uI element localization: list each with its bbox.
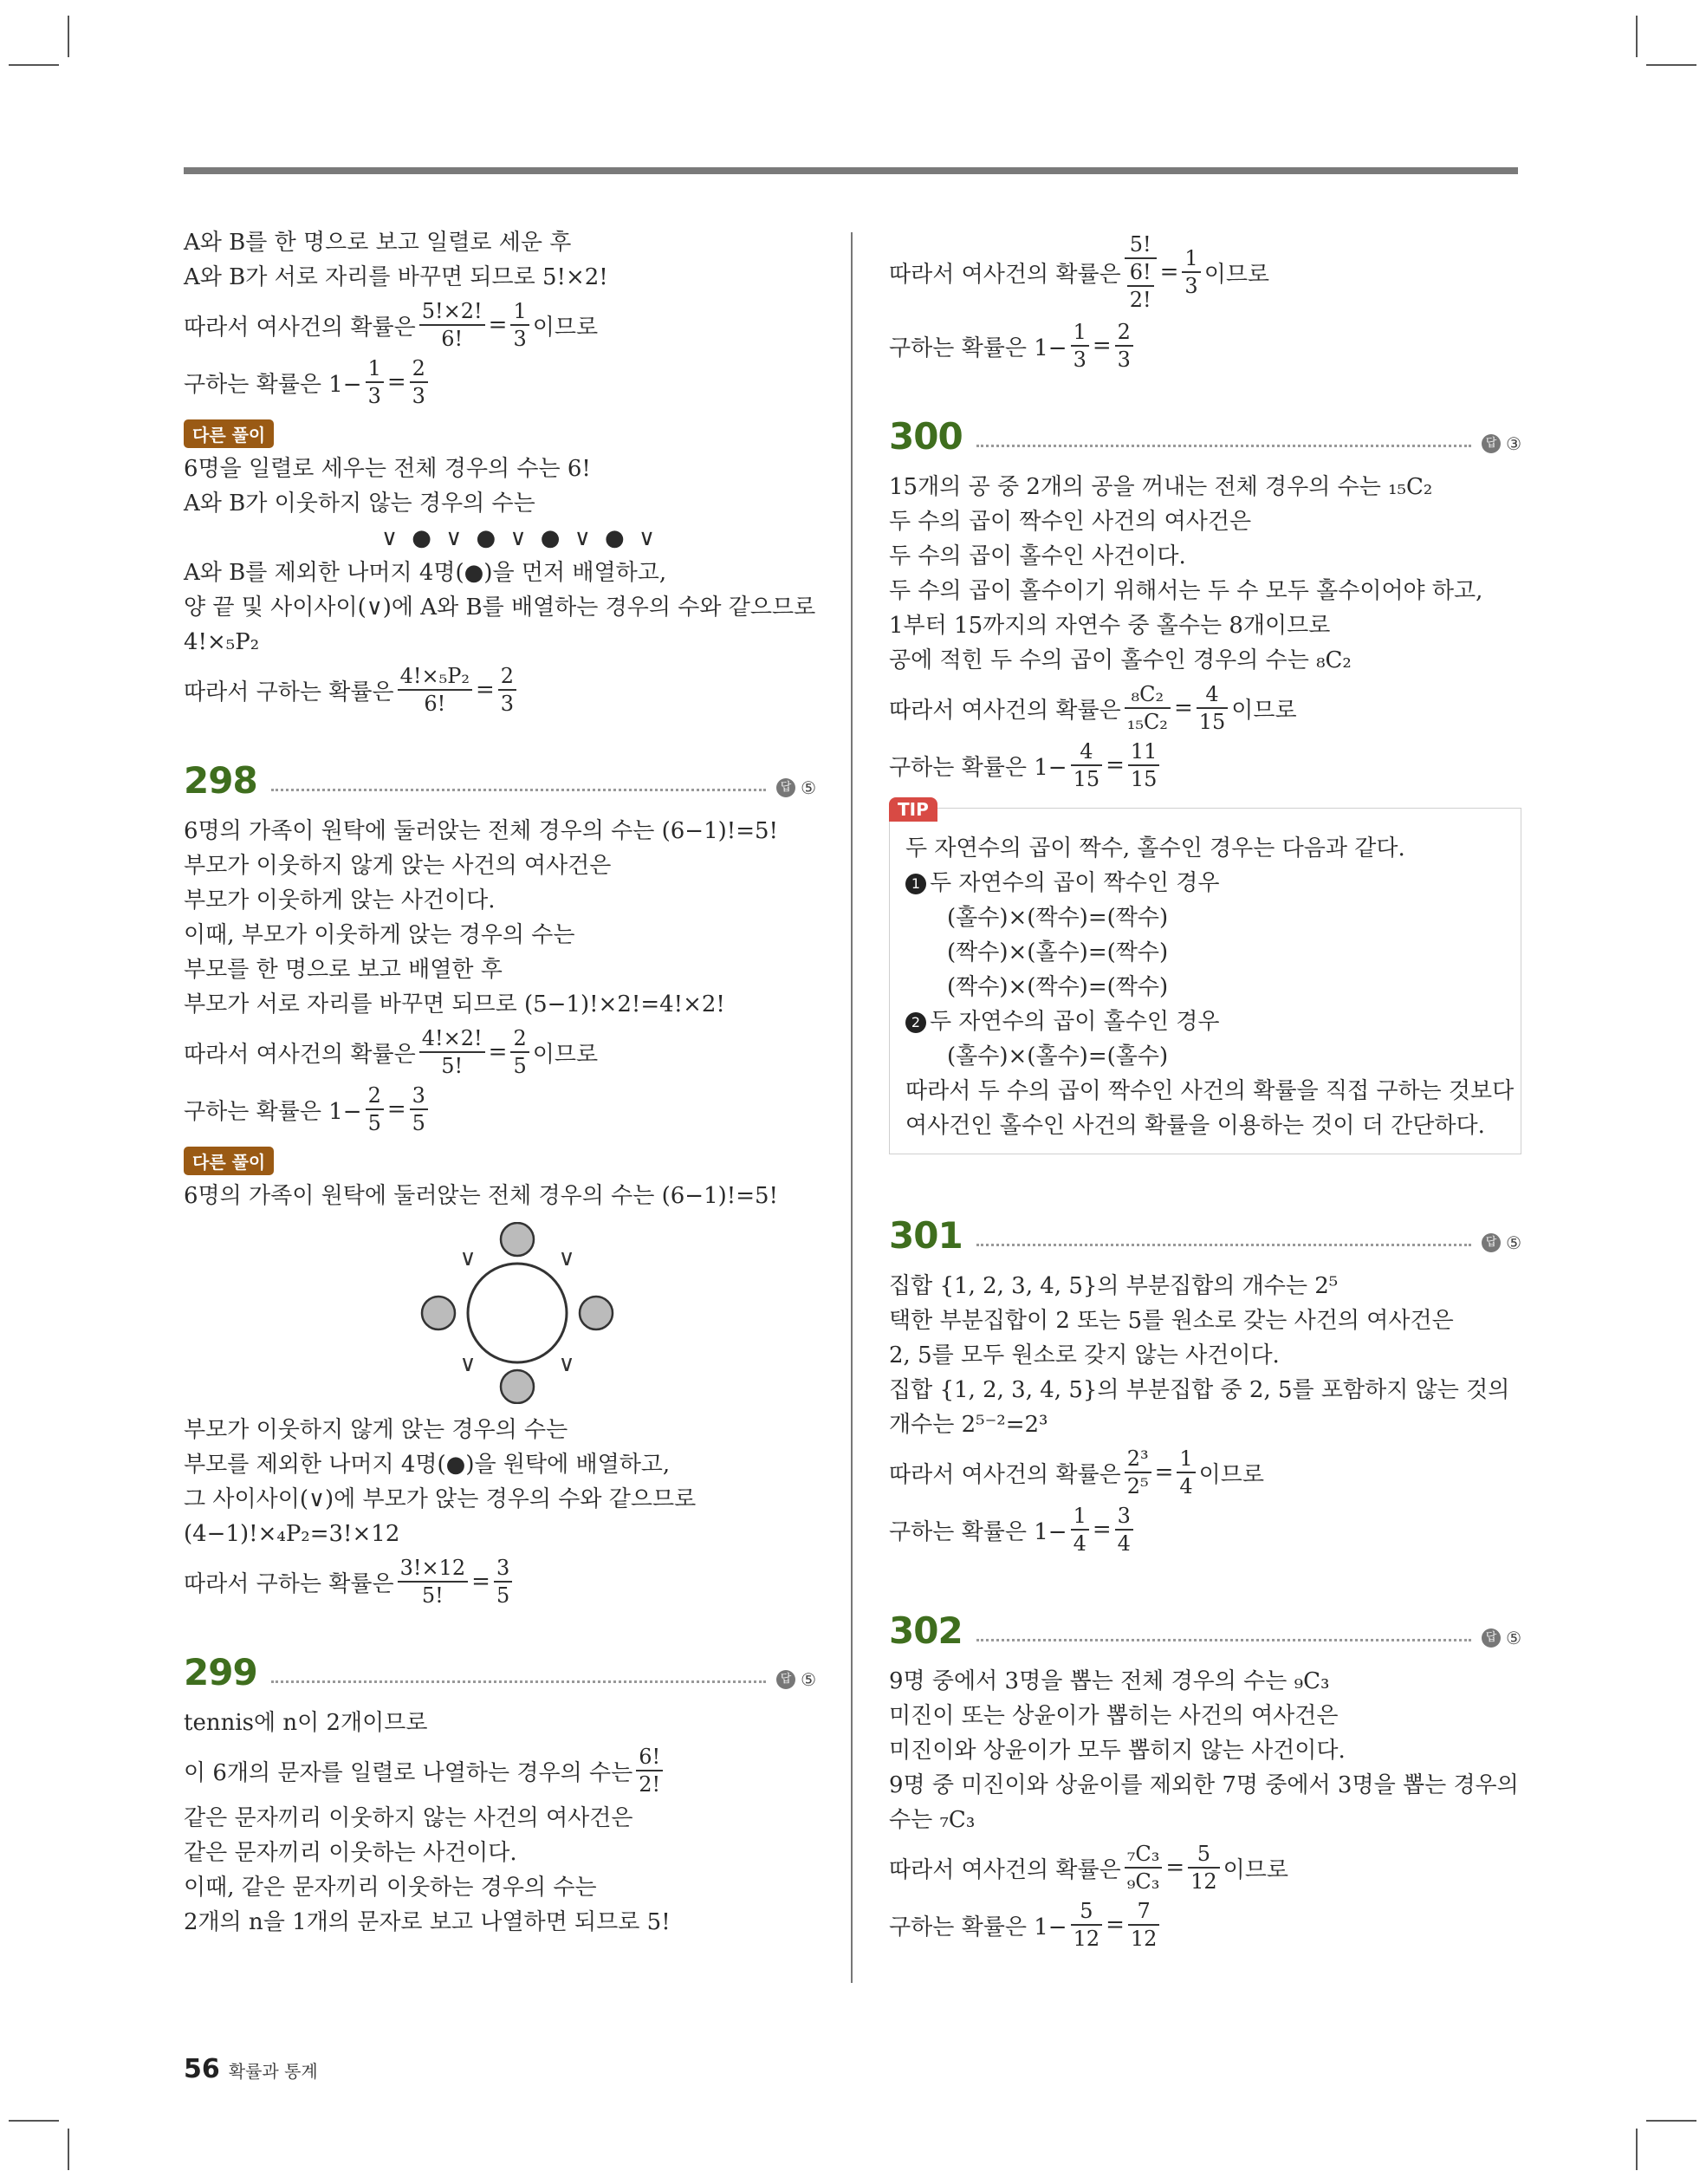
fraction: $\frac{1}{4}$ [1071, 1503, 1089, 1557]
answer-icon: 답 [1482, 434, 1501, 453]
dotted-leader [976, 1244, 1471, 1246]
complement-probability: 따라서 여사건의 확률은 5! 6! 2! = $\frac{1}{3}$ 이므로 [889, 232, 1270, 312]
table-circle [468, 1264, 567, 1362]
fraction: $\frac{2}{5}$ [366, 1082, 384, 1136]
seat-circle [501, 1370, 534, 1403]
text-line: 택한 부분집합이 2 또는 5를 원소로 갖는 사건의 여사건은 [889, 1308, 1454, 1334]
answer-marker: 답 ⑤ [776, 777, 816, 798]
fraction: $\frac{1}{3}$ [1182, 245, 1200, 299]
nested-fraction: 6! 2! [1125, 259, 1157, 313]
final-probability: 구하는 확률은 1− $\frac{5}{12}$ = $\frac{7}{12}$ [889, 1898, 1521, 1952]
text-line: 두 자연수의 곱이 짝수, 홀수인 경우는 다음과 같다. [905, 835, 1405, 861]
dotted-leader [271, 789, 766, 791]
answer-icon: 답 [1482, 1233, 1501, 1252]
complement-probability: 따라서 여사건의 확률은 $\frac{\text{₈C₂}}{\text{₁₅C₂}}$ = $\frac{4}{15}$ 이므로 [889, 682, 1297, 734]
text-line: (짝수)×(홀수)=(짝수) [947, 939, 1169, 965]
alt-solution-badge: 다른 풀이 [184, 1147, 274, 1175]
answer-icon: 답 [1482, 1628, 1501, 1648]
fraction: $\frac{3}{4}$ [1115, 1503, 1133, 1557]
answer-marker: 답 ⑤ [1482, 1232, 1521, 1253]
problem-header-302 [889, 1591, 1521, 1652]
complement-probability: 따라서 여사건의 확률은 $\frac{\text{2³}}{\text{2⁵}}$ = $\frac{1}{4}$ 이므로 [889, 1446, 1265, 1498]
fraction: $\frac{\text{4!×₅P₂}}{6!}$ [398, 663, 472, 717]
text-line: 2, 5를 모두 원소로 갖지 않는 사건이다. [889, 1342, 1280, 1368]
answer-marker: 답 ⑤ [776, 1669, 816, 1690]
fraction: $\frac{2}{3}$ [1115, 319, 1133, 373]
fraction: $\frac{4}{15}$ [1197, 681, 1229, 735]
text-line: 6명을 일렬로 세우는 전체 경우의 수는 6! [184, 456, 591, 482]
answer-marker: 답 ⑤ [1482, 1628, 1521, 1648]
fraction: $\frac{2}{3}$ [410, 355, 428, 409]
fraction: $\frac{2}{3}$ [498, 663, 516, 717]
answer-marker: 답 ③ [1482, 433, 1521, 454]
tip-box [889, 808, 1521, 1154]
text-line: 집합 {1, 2, 3, 4, 5}의 부분집합의 개수는 2⁵ [889, 1273, 1339, 1299]
final-probability: 구하는 확률은 1− $\frac{1}{4}$ = $\frac{3}{4}$ [889, 1503, 1521, 1557]
fraction: $\frac{\text{₈C₂}}{\text{₁₅C₂}}$ [1125, 681, 1171, 735]
text-line: 4!×₅P₂ [184, 629, 260, 655]
problem-header-300 [889, 397, 1521, 458]
gap-mark: ∨ [459, 1351, 477, 1377]
final-probability: 구하는 확률은 1− $\frac{1}{3}$ = $\frac{2}{3}$ [184, 355, 816, 409]
text-line: 1부터 15까지의 자연수 중 홀수는 8개이므로 [889, 613, 1331, 639]
page-footer [184, 2054, 318, 2084]
arrangement-count: 이 6개의 문자를 일렬로 나열하는 경우의 수는 $\frac{6!}{2!}$ [184, 1744, 816, 1797]
right-column [889, 225, 1521, 1955]
circled-number-icon: 2 [905, 1012, 926, 1033]
left-column [184, 225, 816, 1940]
text-line: 9명 중에서 3명을 뽑는 전체 경우의 수는 ₉C₃ [889, 1668, 1330, 1694]
header-rule [184, 167, 1518, 174]
text-line: 이때, 같은 문자끼리 이웃하는 경우의 수는 [184, 1875, 597, 1901]
fraction: $\frac{5!\times 2!}{6!}$ [419, 298, 485, 352]
text-line: A와 B가 이웃하지 않는 경우의 수는 [184, 491, 535, 517]
fraction: $\frac{\text{₇C₃}}{\text{₉C₃}}$ [1125, 1841, 1163, 1895]
final-probability: 구하는 확률은 1− $\frac{2}{5}$ = $\frac{3}{5}$ [184, 1082, 816, 1136]
text-line: tennis에 n이 2개이므로 [184, 1710, 428, 1736]
text-line: 2개의 n을 1개의 문자로 보고 나열하면 되므로 5! [184, 1909, 671, 1935]
alt-solution-badge: 다른 풀이 [184, 419, 274, 448]
text-line: 미진이와 상윤이가 모두 뽑히지 않는 사건이다. [889, 1738, 1346, 1764]
answer-icon: 답 [776, 778, 795, 797]
text-line: A와 B가 서로 자리를 바꾸면 되므로 5!×2! [184, 264, 608, 290]
dotted-leader [976, 445, 1471, 447]
fraction: $\frac{4}{15}$ [1071, 738, 1103, 792]
text-line: 9명 중 미진이와 상윤이를 제외한 7명 중에서 3명을 뽑는 경우의 [889, 1772, 1519, 1798]
crop-mark [1646, 64, 1696, 66]
text-line: 부모가 이웃하지 않게 앉는 사건의 여사건은 [184, 853, 612, 879]
text-line: 개수는 2⁵⁻²=2³ [889, 1412, 1048, 1438]
text-line: (4−1)!×₄P₂=3!×12 [184, 1521, 400, 1547]
fraction: $\frac{5}{12}$ [1188, 1841, 1220, 1895]
problem-header-301 [889, 1196, 1521, 1257]
fraction: $\frac{\text{2³}}{\text{2⁵}}$ [1125, 1446, 1151, 1499]
text-line: 같은 문자끼리 이웃하지 않는 사건의 여사건은 [184, 1805, 633, 1831]
seat-circle [580, 1297, 613, 1329]
text-line: (짝수)×(짝수)=(짝수) [947, 974, 1169, 1000]
problem-number: 298 [184, 759, 257, 802]
problem-number: 302 [889, 1609, 963, 1652]
fraction: $\frac{3}{5}$ [410, 1082, 428, 1136]
fraction: $\frac{3}{5}$ [494, 1555, 512, 1609]
text-line: 미진이 또는 상윤이가 뽑히는 사건의 여사건은 [889, 1703, 1339, 1729]
round-table-svg [418, 1222, 617, 1404]
page-number: 56 [184, 2054, 220, 2084]
dotted-leader [271, 1680, 766, 1683]
crop-mark [68, 16, 69, 57]
fraction: $\frac{11}{15}$ [1128, 738, 1160, 792]
crop-mark [9, 2120, 59, 2122]
text-line: 6명의 가족이 원탁에 둘러앉는 전체 경우의 수는 (6−1)!=5! [184, 1183, 778, 1209]
round-table-diagram [418, 1222, 816, 1407]
fraction: $\frac{4!\times 2!}{5!}$ [419, 1025, 485, 1079]
text-line: A와 B를 한 명으로 보고 일렬로 세운 후 [184, 230, 572, 256]
crop-mark [1636, 2129, 1638, 2170]
problem-number: 301 [889, 1214, 963, 1257]
text-line: 6명의 가족이 원탁에 둘러앉는 전체 경우의 수는 (6−1)!=5! [184, 818, 778, 844]
answer-icon: 답 [776, 1670, 795, 1689]
text-line: 부모를 제외한 나머지 4명(●)을 원탁에 배열하고, [184, 1452, 671, 1478]
fraction: $\frac{1}{3}$ [1071, 319, 1089, 373]
text-line: 부모가 서로 자리를 바꾸면 되므로 (5−1)!×2!=4!×2! [184, 991, 725, 1017]
tip-case-1: 1 두 자연수의 곱이 짝수인 경우 [905, 866, 1505, 900]
seat-circle [501, 1223, 534, 1256]
fraction: $\frac{1}{3}$ [366, 355, 384, 409]
complement-probability: 따라서 여사건의 확률은 $\frac{\text{₇C₃}}{\text{₉C₃}}$ = $\frac{5}{12}$ 이므로 [889, 1842, 1289, 1894]
text-line: 부모가 이웃하게 앉는 사건이다. [184, 887, 496, 913]
complement-probability: 따라서 여사건의 확률은 $\frac{4!\times 2!}{5!}$ = $\frac{2}{5}$ 이므로 [184, 1026, 599, 1078]
problem-header-299 [184, 1633, 816, 1693]
fraction: $\frac{6!}{2!}$ [636, 1744, 663, 1797]
arrangement-symbols: ∨ ● ∨ ● ∨ ● ∨ ● ∨ [381, 525, 659, 551]
fraction: $\frac{3!\times 12}{5!}$ [398, 1555, 469, 1609]
fraction: 5! 6! 2! [1125, 231, 1157, 313]
crop-mark [1646, 2120, 1696, 2122]
text-line: 집합 {1, 2, 3, 4, 5}의 부분집합 중 2, 5를 포함하지 않는 것의 [889, 1377, 1510, 1403]
text-line: 같은 문자끼리 이웃하는 사건이다. [184, 1840, 517, 1866]
crop-mark [68, 2129, 69, 2170]
fraction: $\frac{2}{5}$ [510, 1025, 529, 1079]
tip-case-2: 2 두 자연수의 곱이 홀수인 경우 [905, 1004, 1505, 1039]
text-line: 여사건인 홀수인 사건의 확률을 이용하는 것이 더 간단하다. [905, 1113, 1485, 1139]
gap-mark: ∨ [558, 1245, 575, 1271]
text-line: 두 수의 곱이 홀수인 사건이다. [889, 543, 1186, 569]
problem-number: 299 [184, 1651, 257, 1693]
text-line: 부모가 이웃하지 않게 앉는 경우의 수는 [184, 1417, 568, 1443]
fraction: $\frac{1}{3}$ [510, 298, 529, 352]
crop-mark [9, 64, 59, 66]
final-probability: 구하는 확률은 1− $\frac{1}{3}$ = $\frac{2}{3}$ [889, 319, 1521, 373]
column-divider [851, 232, 853, 1983]
problem-number: 300 [889, 415, 963, 458]
problem-header-298 [184, 741, 816, 802]
tip-section [889, 799, 1521, 1154]
final-probability: 따라서 구하는 확률은 $\frac{\text{4!×₅P₂}}{6!}$ = $\frac{2}{3}$ [184, 663, 816, 717]
complement-probability: 따라서 여사건의 확률은 $\frac{5!\times 2!}{6!}$ = $\frac{1}{3}$ 이므로 [184, 299, 599, 351]
gap-mark: ∨ [558, 1351, 575, 1377]
circled-number-icon: 1 [905, 874, 926, 894]
text-line: A와 B를 제외한 나머지 4명(●)을 먼저 배열하고, [184, 560, 667, 586]
text-line: 수는 ₇C₃ [889, 1807, 976, 1833]
text-line: (홀수)×(짝수)=(짝수) [947, 905, 1169, 931]
book-section-title: 확률과 통계 [228, 2061, 318, 2082]
seat-circle [422, 1297, 455, 1329]
fraction: $\frac{7}{12}$ [1128, 1898, 1160, 1952]
fraction: $\frac{1}{4}$ [1177, 1446, 1195, 1499]
text-line: 양 끝 및 사이사이(∨)에 A와 B를 배열하는 경우의 수와 같으므로 [184, 595, 816, 621]
crop-mark [1636, 16, 1638, 57]
text-line: 그 사이사이(∨)에 부모가 앉는 경우의 수와 같으므로 [184, 1486, 697, 1512]
text-line: 부모를 한 명으로 보고 배열한 후 [184, 957, 503, 983]
text-line: 두 수의 곱이 짝수인 사건의 여사건은 [889, 509, 1252, 535]
text-line: 따라서 두 수의 곱이 짝수인 사건의 확률을 직접 구하는 것보다 [905, 1078, 1515, 1104]
dotted-leader [976, 1639, 1471, 1641]
gap-mark: ∨ [459, 1245, 477, 1271]
final-probability: 구하는 확률은 1− $\frac{4}{15}$ = $\frac{11}{15}$ [889, 738, 1521, 792]
text-line: 공에 적힌 두 수의 곱이 홀수인 경우의 수는 ₈C₂ [889, 647, 1352, 673]
fraction: $\frac{5}{12}$ [1071, 1898, 1103, 1952]
final-probability: 따라서 구하는 확률은 $\frac{3!\times 12}{5!}$ = $\frac{3}{5}$ [184, 1555, 816, 1609]
text-line: 두 수의 곱이 홀수이기 위해서는 두 수 모두 홀수이어야 하고, [889, 578, 1483, 604]
text-line: 이때, 부모가 이웃하게 앉는 경우의 수는 [184, 922, 575, 948]
text-line: 15개의 공 중 2개의 공을 꺼내는 전체 경우의 수는 ₁₅C₂ [889, 474, 1433, 500]
tip-label: TIP [889, 797, 937, 822]
text-line: (홀수)×(홀수)=(홀수) [947, 1043, 1169, 1069]
